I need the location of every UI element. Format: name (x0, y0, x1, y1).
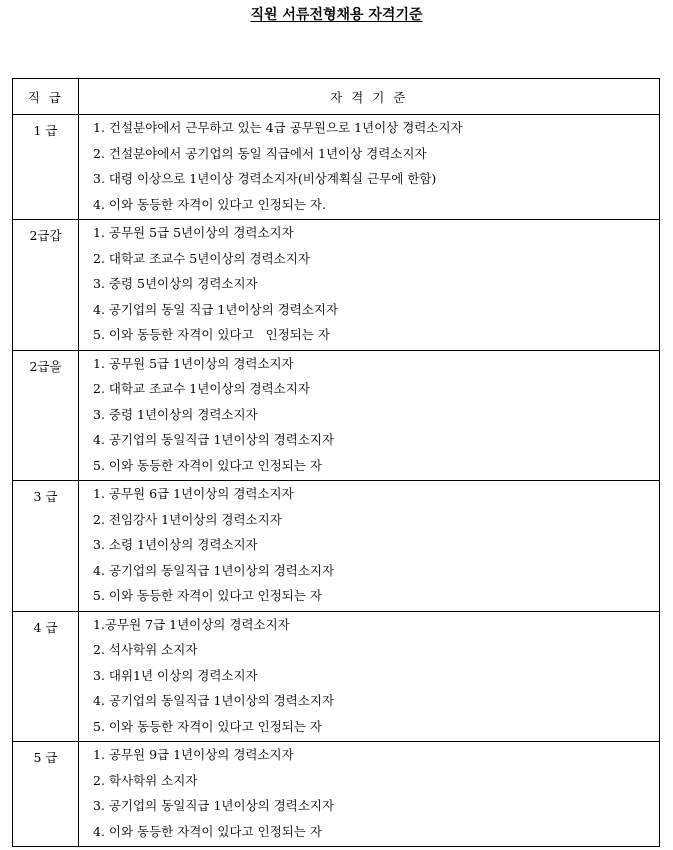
grade-cell: 4 급 (13, 611, 79, 742)
criteria-item: 2. 건설분야에서 공기업의 동일 직급에서 1년이상 경력소지자 (93, 145, 427, 161)
criteria-cell (79, 611, 660, 742)
criteria-item: 2. 대학교 조교수 5년이상의 경력소지자 (93, 250, 310, 266)
criteria-item: 1. 공무원 5급 1년이상의 경력소지자 (93, 355, 294, 371)
grade-cell: 3 급 (13, 481, 79, 612)
table-header-row (13, 79, 660, 115)
header-grade (13, 79, 79, 115)
criteria-item: 1.공무원 7급 1년이상의 경력소지자 (93, 616, 290, 632)
criteria-item: 5. 이와 동등한 자격이 있다고 인정되는 자 (93, 327, 330, 342)
criteria-cell (79, 350, 660, 481)
table-row (13, 742, 660, 847)
criteria-item: 2. 대학교 조교수 1년이상의 경력소지자 (93, 381, 310, 396)
criteria-item: 3. 중령 5년이상의 경력소지자 (93, 276, 258, 291)
criteria-list (79, 742, 659, 846)
grade-cell: 5 급 (13, 742, 79, 847)
table-row (13, 220, 660, 351)
criteria-item: 1. 공무원 6급 1년이상의 경력소지자 (93, 486, 294, 501)
criteria-item: 4. 공기업의 동일 직급 1년이상의 경력소지자 (93, 301, 339, 317)
criteria-list (79, 612, 659, 742)
document-title-text: 직원 서류전형채용 자격기준 (250, 7, 423, 23)
header-criteria (79, 79, 660, 115)
table-row (13, 350, 660, 481)
criteria-cell (79, 742, 660, 847)
criteria-item: 4. 이와 동등한 자격이 있다고 인정되는 자. (93, 196, 326, 212)
header-criteria-label: 자 격 기 준 (330, 89, 408, 105)
header-grade-label: 직 급 (27, 89, 64, 105)
criteria-item: 3. 대위1년 이상의 경력소지자 (93, 667, 258, 683)
criteria-item: 1. 건설분야에서 근무하고 있는 4급 공무원으로 1년이상 경력소지자 (93, 120, 463, 135)
criteria-item: 1. 공무원 5급 5년이상의 경력소지자 (93, 225, 294, 240)
criteria-item: 4. 공기업의 동일직급 1년이상의 경력소지자 (93, 693, 335, 708)
criteria-cell (79, 220, 660, 351)
criteria-list (79, 220, 659, 350)
criteria-item: 4. 공기업의 동일직급 1년이상의 경력소지자 (93, 562, 335, 578)
document-title (0, 4, 673, 24)
criteria-item: 4. 공기업의 동일직급 1년이상의 경력소지자 (93, 432, 335, 447)
table-row (13, 115, 660, 220)
criteria-item: 1. 공무원 9급 1년이상의 경력소지자 (93, 747, 294, 762)
criteria-item: 2. 학사학위 소지자 (93, 772, 198, 788)
grade-cell: 2급을 (13, 350, 79, 481)
criteria-item: 4. 이와 동등한 자격이 있다고 인정되는 자 (93, 823, 322, 839)
grade-cell: 1 급 (13, 115, 79, 220)
criteria-item: 3. 중령 1년이상의 경력소지자 (93, 406, 258, 422)
criteria-list (79, 351, 659, 481)
criteria-cell (79, 115, 660, 220)
criteria-item: 5. 이와 동등한 자격이 있다고 인정되는 자 (93, 457, 322, 473)
criteria-item: 3. 소령 1년이상의 경력소지자 (93, 537, 258, 552)
table-row (13, 481, 660, 612)
criteria-item: 2. 석사학위 소지자 (93, 642, 198, 657)
criteria-list (79, 481, 659, 611)
criteria-cell (79, 481, 660, 612)
criteria-item: 5. 이와 동등한 자격이 있다고 인정되는 자 (93, 588, 322, 603)
criteria-item: 3. 공기업의 동일직급 1년이상의 경력소지자 (93, 798, 335, 813)
table-row (13, 611, 660, 742)
qualification-table (12, 78, 660, 847)
criteria-item: 3. 대령 이상으로 1년이상 경력소지자(비상계획실 근무에 한함) (93, 171, 437, 186)
criteria-list (79, 115, 659, 219)
criteria-item: 5. 이와 동등한 자격이 있다고 인정되는 자 (93, 718, 322, 734)
criteria-item: 2. 전임강사 1년이상의 경력소지자 (93, 511, 282, 527)
grade-cell: 2급갑 (13, 220, 79, 351)
